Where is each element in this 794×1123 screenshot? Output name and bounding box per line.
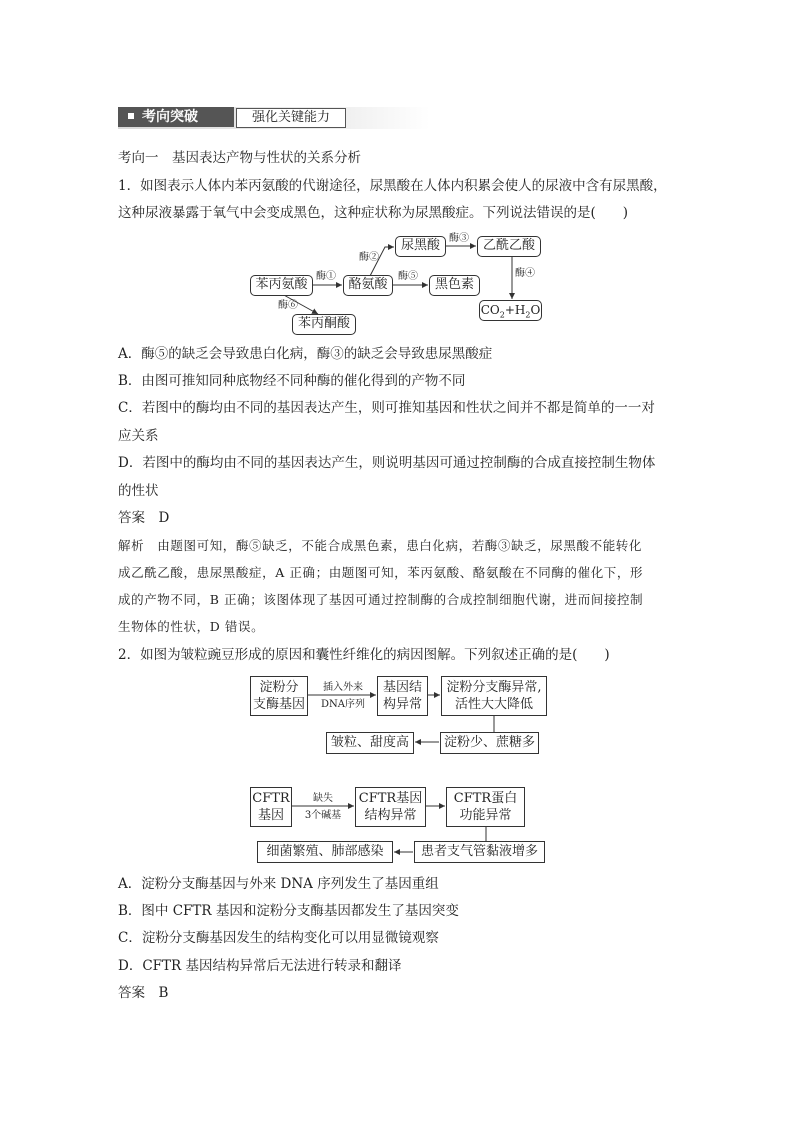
label-three-bases: 3个碱基 bbox=[304, 810, 342, 821]
topic-heading: 考向一 基因表达产物与性状的关系分析 bbox=[118, 150, 361, 166]
box-phenylpyruvic-acid: 苯丙酮酸 bbox=[292, 314, 356, 335]
label-enzyme-3: 酶③ bbox=[449, 233, 469, 244]
box-phenylalanine: 苯丙氨酸 bbox=[250, 275, 313, 296]
box-melanin: 黑色素 bbox=[429, 275, 480, 296]
q1-answer: 答案 D bbox=[118, 510, 170, 526]
box-pea-branching-enzyme-gene: 淀粉分 支酶基因 bbox=[250, 676, 308, 716]
label-deletion: 缺失 bbox=[313, 793, 333, 804]
box-pea-less-starch: 淀粉少、蔗糖多 bbox=[440, 732, 539, 754]
box-cftr-gene: CFTR 基因 bbox=[250, 787, 292, 827]
box-pea-enzyme-abnormal: 淀粉分支酶异常, 活性大大降低 bbox=[441, 676, 547, 716]
label-insert-foreign: 插入外来 bbox=[323, 682, 363, 693]
q1-option-d-line1: D．若图中的酶均由不同的基因表达产生，则说明基因可通过控制酶的合成直接控制生物体 bbox=[118, 455, 656, 471]
label-dna-sequence: DNA序列 bbox=[321, 699, 365, 710]
q1-option-a: A．酶⑤的缺乏会导致患白化病，酶③的缺乏会导致患尿黑酸症 bbox=[118, 346, 493, 362]
q2-option-c: C．淀粉分支酶基因发生的结构变化可以用显微镜观察 bbox=[118, 930, 439, 946]
q1-explanation-line3: 成的产物不同，B 正确；该图体现了基因可通过控制酶的合成控制细胞代谢，进而间接控制 bbox=[118, 592, 644, 607]
box-co2-h2o: $CO_2+H_2O$ bbox=[479, 300, 542, 321]
box-cf-lung-infection: 细菌繁殖、肺部感染 bbox=[257, 841, 393, 863]
label-enzyme-4: 酶④ bbox=[515, 268, 535, 279]
q2-option-d: D．CFTR 基因结构异常后无法进行转录和翻译 bbox=[118, 958, 402, 974]
q2-option-a: A．淀粉分支酶基因与外来 DNA 序列发生了基因重组 bbox=[118, 876, 439, 892]
q1-stem-line1: 1．如图表示人体内苯丙氨酸的代谢途径，尿黑酸在人体内积累会使人的尿液中含有尿黑酸， bbox=[118, 178, 667, 194]
label-enzyme-1: 酶① bbox=[316, 271, 336, 282]
section-header-subtitle: 强化关键能力 bbox=[236, 108, 346, 128]
q1-option-c-line1: C．若图中的酶均由不同的基因表达产生，则可推知基因和性状之间并不都是简单的一一对 bbox=[118, 400, 655, 416]
q2-option-b: B．图中 CFTR 基因和淀粉分支酶基因都发生了基因突变 bbox=[118, 903, 459, 919]
label-enzyme-5: 酶⑤ bbox=[398, 271, 418, 282]
box-acetoacetic-acid: 乙酰乙酸 bbox=[477, 236, 541, 257]
box-cf-mucus-increase: 患者支气管黏液增多 bbox=[414, 841, 545, 863]
q2-stem: 2．如图为皱粒豌豆形成的原因和囊性纤维化的病因图解。下列叙述正确的是( ) bbox=[118, 647, 610, 663]
q1-option-d-line2: 的性状 bbox=[118, 483, 159, 499]
q1-explanation-line1: 解析 由题图可知，酶⑤缺乏，不能合成黑色素，患白化病，若酶③缺乏，尿黑酸不能转化 bbox=[118, 538, 643, 553]
box-pea-gene-abnormal: 基因结 构异常 bbox=[377, 676, 428, 716]
box-homogentisic-acid: 尿黑酸 bbox=[395, 236, 446, 257]
q2-answer: 答案 B bbox=[118, 985, 169, 1001]
box-pea-wrinkled-sweet: 皱粒、甜度高 bbox=[326, 732, 414, 754]
q1-option-b: B．由图可推知同种底物经不同种酶的催化得到的产物不同 bbox=[118, 373, 466, 389]
box-tyrosine: 酪氨酸 bbox=[343, 275, 393, 296]
label-enzyme-6: 酶⑥ bbox=[278, 300, 298, 311]
q1-explanation-line4: 生物体的性状，D 错误。 bbox=[118, 619, 265, 634]
label-enzyme-2: 酶② bbox=[359, 252, 379, 263]
q1-explanation-line2: 成乙酰乙酸，患尿黑酸症，A 正确；由题图可知，苯丙氨酸、酪氨酸在不同酶的催化下，形 bbox=[118, 565, 644, 580]
q1-stem-line2: 这种尿液暴露于氧气中会变成黑色，这种症状称为尿黑酸症。下列说法错误的是( ) bbox=[118, 205, 629, 221]
q1-option-c-line2: 应关系 bbox=[118, 428, 159, 444]
box-cftr-protein-abnormal: CFTR蛋白 功能异常 bbox=[446, 787, 525, 827]
box-cftr-gene-abnormal: CFTR基因 结构异常 bbox=[355, 787, 426, 827]
section-header-title: 考向突破 bbox=[118, 107, 234, 127]
